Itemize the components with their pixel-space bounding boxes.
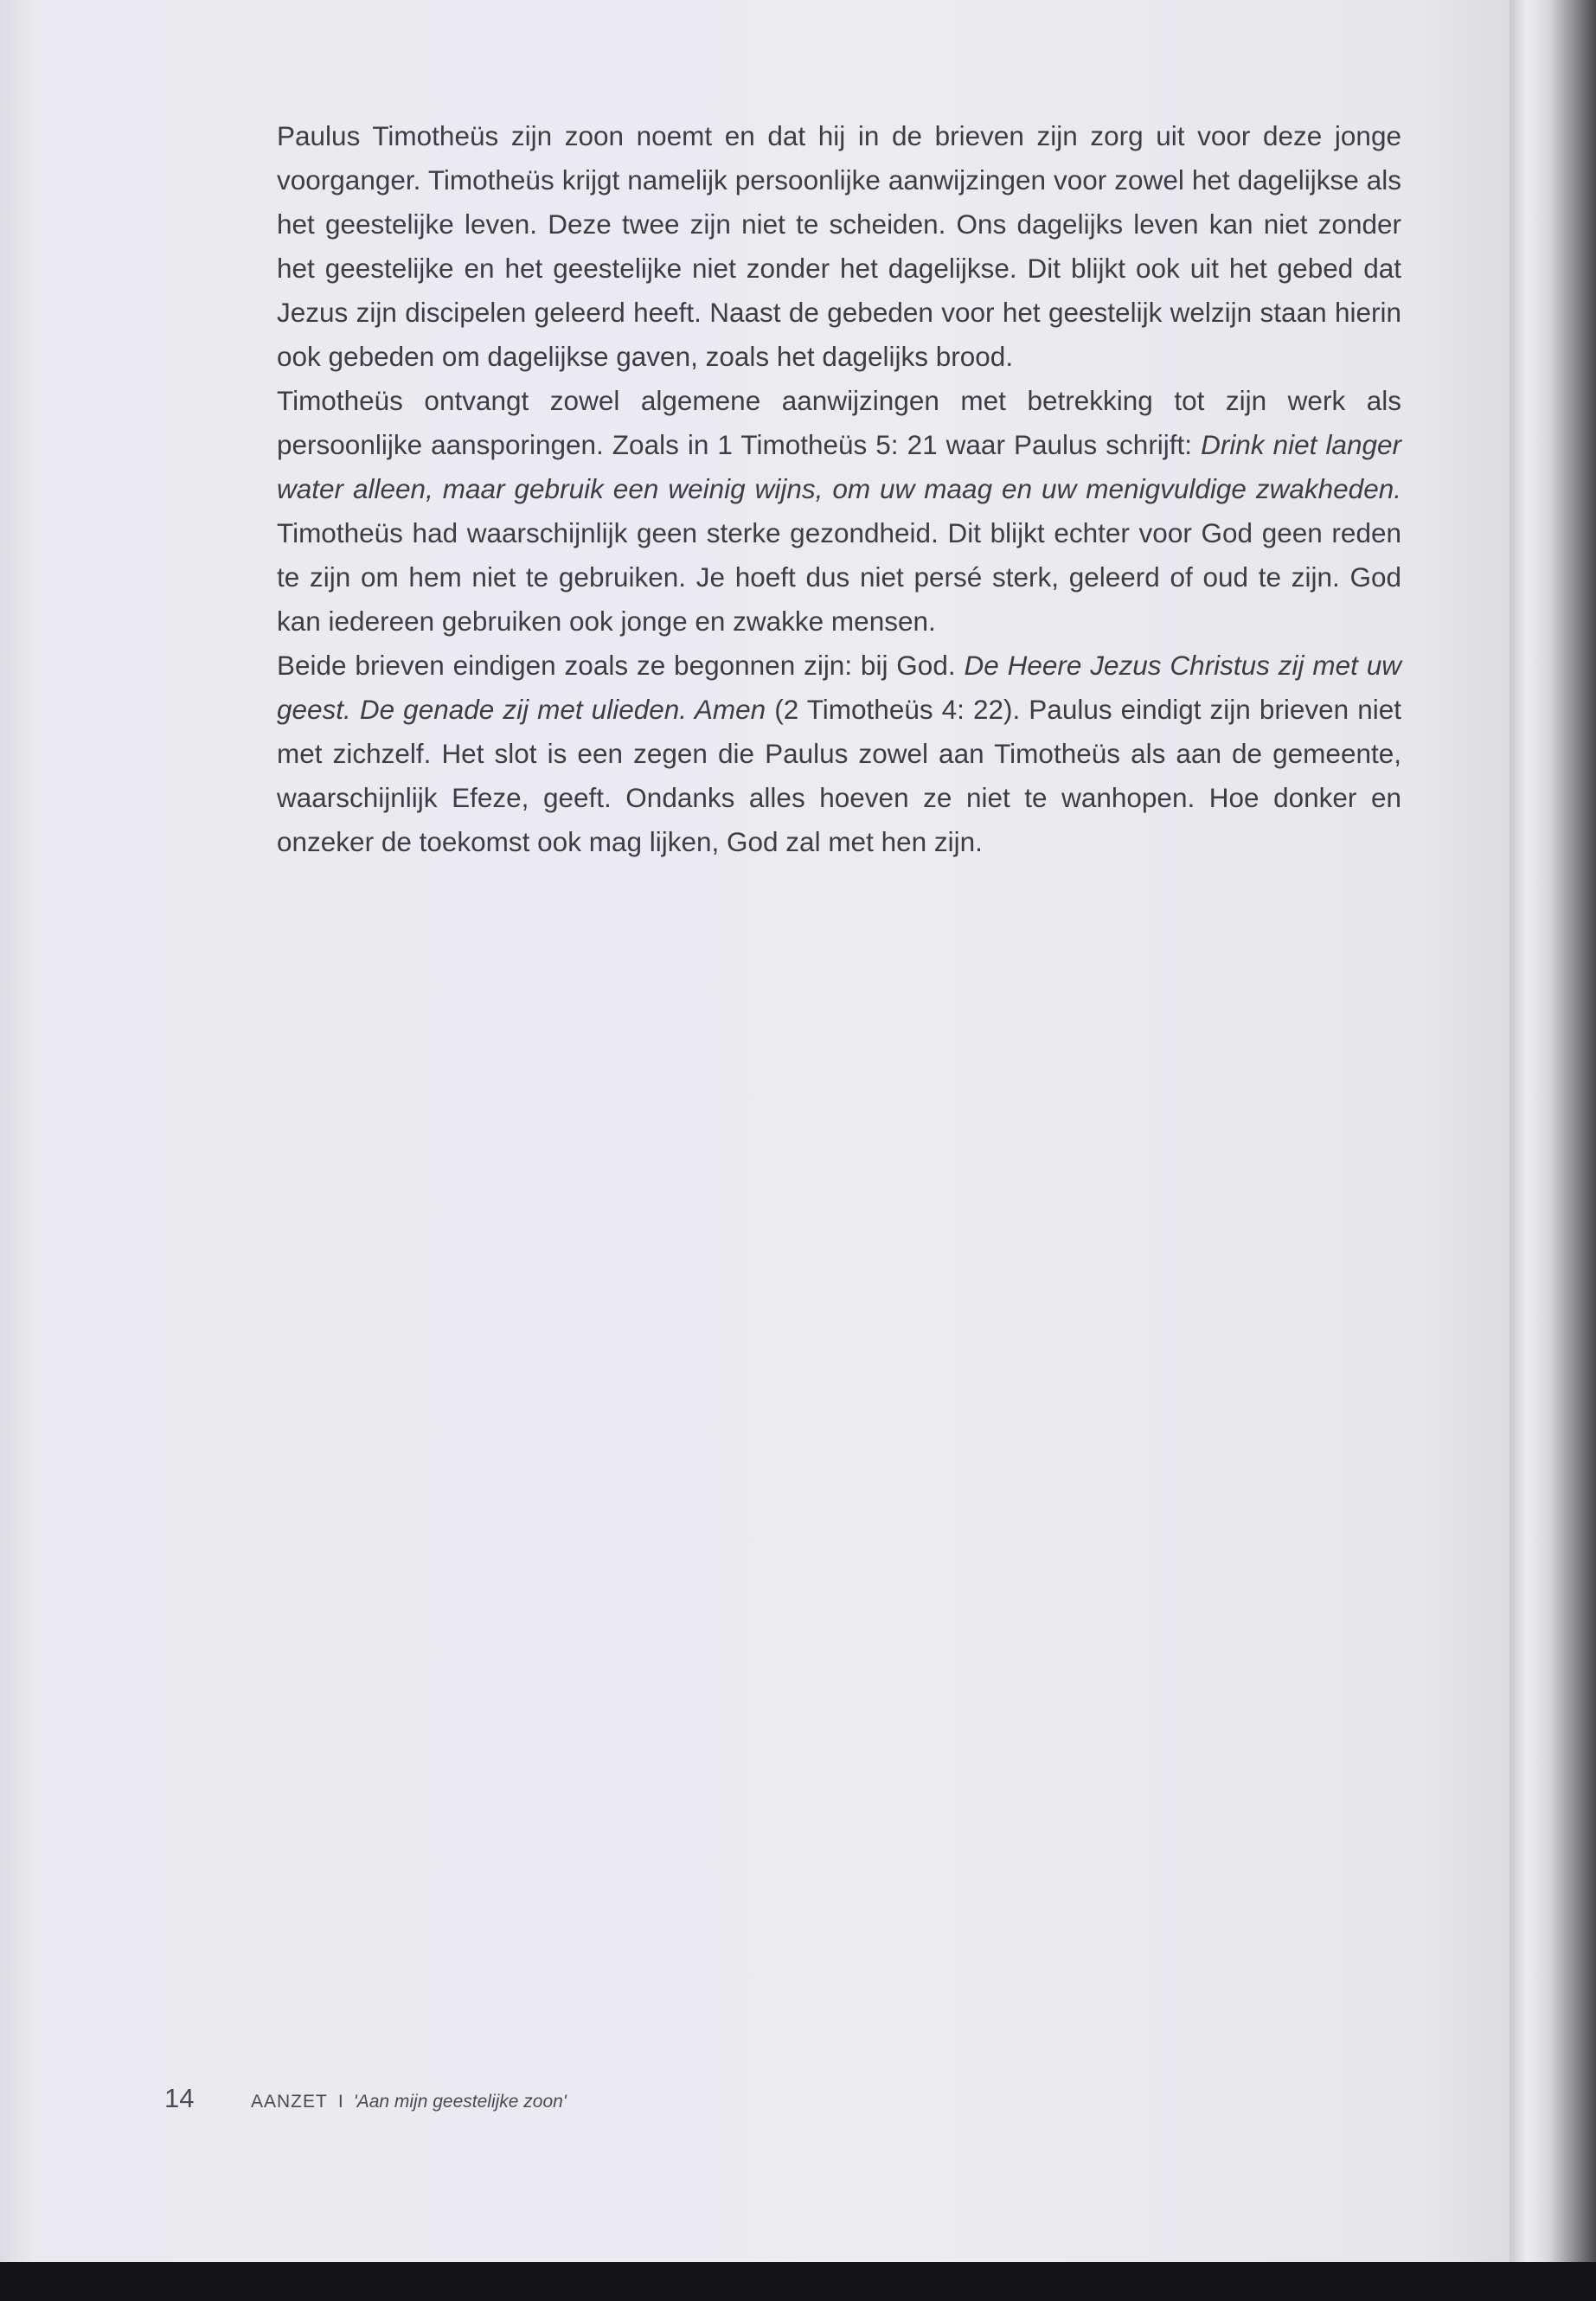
paragraph-1-text: Paulus Timotheüs zijn zoon noemt en dat hij in de brieven zijn zorg uit voor deze jonge voorganger. Timotheüs krijgt namelijk persoonlijke aanwijzingen voor zowel het dagelijkse als het geestelijke leven. Deze twee zijn niet te scheiden. Ons dagelijks leven kan niet zonder het geestelijke en het geestelijke niet zonder het dagelijkse. Dit blijkt ook uit het gebed dat Jezus zijn discipelen geleerd heeft. Naast de gebeden voor het geestelijk welzijn staan hierin ook gebeden om dagelijkse gaven, zoals het dagelijks brood. [277, 120, 1401, 372]
paragraph-3-text-end: (2 Timotheüs 4: 22). Paulus eindigt zijn brieven niet met zichzelf. Het slot is een zegen die Paulus zowel aan Timotheüs als aan de gemeente, waarschijnlijk Efeze, geeft. Ondanks alles hoeven ze niet te wanhopen. Hoe donker en onzeker de toekomst ook mag lijken, God zal met hen zijn. [277, 694, 1401, 857]
paragraph-3-text-start: Beide brieven eindigen zoals ze begonnen zijn: bij God. [277, 650, 965, 681]
page-footer [164, 2083, 567, 2114]
footer-separator: I [337, 2092, 343, 2112]
running-subtitle: 'Aan mijn geestelijke zoon' [353, 2092, 567, 2112]
body-text [277, 114, 1401, 864]
running-title: AANZET [251, 2092, 328, 2112]
paragraph-2 [277, 379, 1401, 644]
paragraph-2-text-start: Timotheüs ontvangt zowel algemene aanwijzingen met betrekking tot zijn werk als persoonlijke aansporingen. Zoals in 1 Timotheüs 5: 21 waar Paulus schrijft: [277, 385, 1401, 460]
paragraph-3-bible-quote: De Heere Jezus Christus zij met uw geest. De genade zij met ulieden. Amen [277, 650, 1401, 725]
paragraph-3 [277, 644, 1401, 864]
scan-bottom-edge [0, 2262, 1596, 2301]
paragraph-2-text-end: Timotheüs had waarschijnlijk geen sterke gezondheid. Dit blijkt echter voor God geen reden te zijn om hem niet te gebruiken. Je hoeft dus niet persé sterk, geleerd of oud te zijn. God kan iedereen gebruiken ook jonge en zwakke mensen. [277, 517, 1401, 637]
scan-left-margin [0, 0, 35, 2262]
page-fore-edge [1509, 0, 1596, 2262]
page-number: 14 [164, 2083, 195, 2113]
paragraph-2-bible-quote: Drink niet langer water alleen, maar gebruik een weinig wijns, om uw maag en uw menigvuldige zwakheden. [277, 429, 1402, 504]
paragraph-1 [277, 114, 1401, 379]
